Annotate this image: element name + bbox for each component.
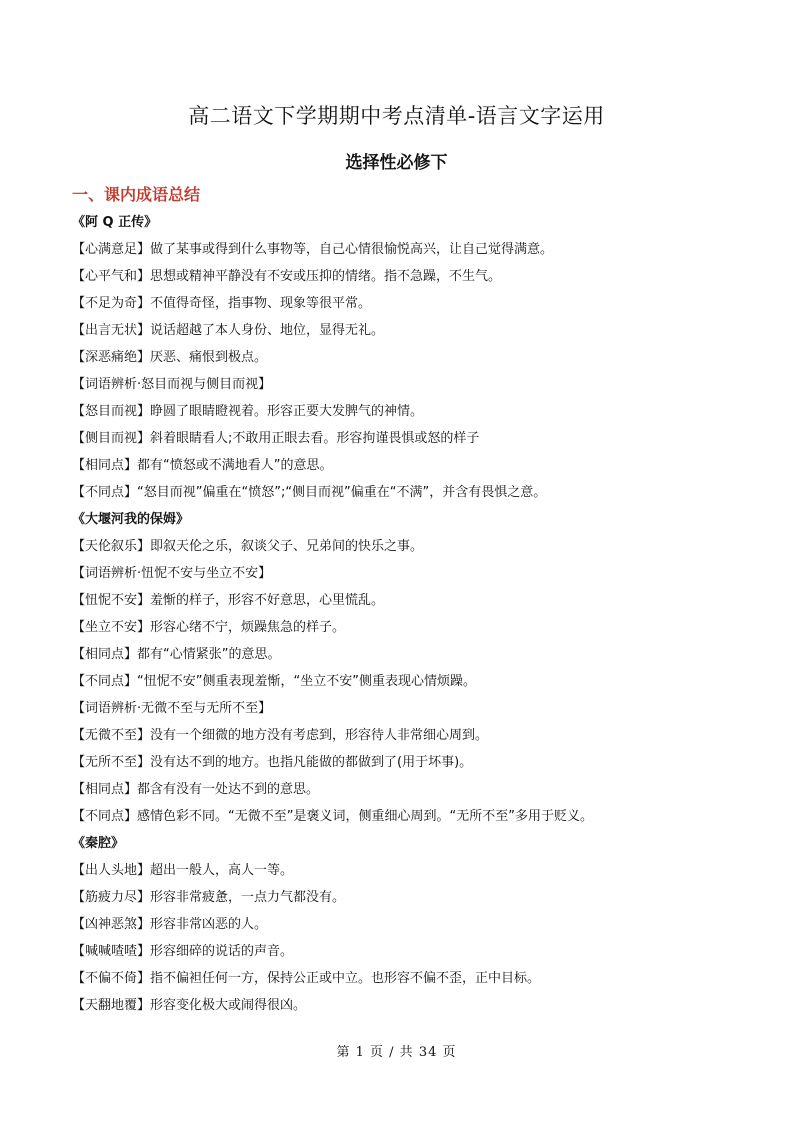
content-body xyxy=(72,183,722,1019)
idiom-entry: 【相同点】都有“愤怒或不满地看人”的意思。 xyxy=(72,458,333,473)
idiom-entry: 【喊喊喳喳】形容细碎的说话的声音。 xyxy=(72,944,294,959)
idiom-entry: 【不足为奇】不值得奇怪，指事物、现象等很平常。 xyxy=(72,296,372,311)
idiom-entry: 【不偏不倚】指不偏袒任何一方，保持公正或中立。也形容不偏不歪，正中目标。 xyxy=(72,971,541,986)
idiom-entry: 【词语辨析·无微不至与无所不至】 xyxy=(72,701,272,716)
book-title: 《秦腔》 xyxy=(72,836,125,851)
idiom-entry: 【天翻地覆】形容变化极大或闹得很凶。 xyxy=(72,998,307,1013)
idiom-list xyxy=(72,209,722,1019)
idiom-entry: 【凶神恶煞】形容非常凶恶的人。 xyxy=(72,917,268,932)
document-title: 高二语文下学期期中考点清单-语言文字运用 xyxy=(188,104,605,128)
idiom-entry: 【心满意足】做了某事或得到什么事物等，自己心情很愉悦高兴，让自己觉得满意。 xyxy=(72,242,554,257)
idiom-entry: 【怒目而视】睁圆了眼睛瞪视着。形容正要大发脾气的神情。 xyxy=(72,404,424,419)
idiom-entry: 【侧目而视】斜着眼睛看人;不敢用正眼去看。形容拘谨畏惧或怒的样子 xyxy=(72,431,480,446)
idiom-entry: 【坐立不安】形容心绪不宁，烦躁焦急的样子。 xyxy=(72,620,346,635)
book-title: 《阿 Q 正传》 xyxy=(72,215,158,230)
idiom-entry: 【不同点】“忸怩不安”侧重表现羞惭，“坐立不安”侧重表现心情烦躁。 xyxy=(72,674,476,689)
idiom-entry: 【不同点】感情色彩不同。“无微不至”是褒义词，侧重细心周到。“无所不至”多用于贬义。 xyxy=(72,809,593,824)
idiom-entry: 【词语辨析·忸怩不安与坐立不安】 xyxy=(72,566,272,581)
book-title: 《大堰河我的保姆》 xyxy=(72,512,190,527)
section-heading: 一、课内成语总结 xyxy=(72,185,201,204)
page-footer: 第 1 页 / 共 34 页 xyxy=(336,1045,457,1060)
idiom-entry: 【相同点】都含有没有一处达不到的意思。 xyxy=(72,782,320,797)
idiom-entry: 【词语辨析·怒目而视与侧目而视】 xyxy=(72,377,272,392)
idiom-entry: 【忸怩不安】羞惭的样子，形容不好意思，心里慌乱。 xyxy=(72,593,385,608)
idiom-entry: 【无微不至】没有一个细微的地方没有考虑到，形容待人非常细心周到。 xyxy=(72,728,489,743)
idiom-entry: 【无所不至】没有达不到的地方。也指凡能做的都做到了(用于坏事)。 xyxy=(72,755,473,770)
idiom-entry: 【不同点】“怒目而视”偏重在“愤怒”;“侧目而视”偏重在“不满”，并含有畏惧之意。 xyxy=(72,485,547,500)
idiom-entry: 【天伦叙乐】即叙天伦之乐，叙谈父子、兄弟间的快乐之事。 xyxy=(72,539,424,554)
idiom-entry: 【出言无状】说话超越了本人身份、地位，显得无礼。 xyxy=(72,323,385,338)
idiom-entry: 【出人头地】超出一般人，高人一等。 xyxy=(72,863,294,878)
idiom-entry: 【筋疲力尽】形容非常疲惫，一点力气都没有。 xyxy=(72,890,346,905)
idiom-entry: 【心平气和】思想或精神平静没有不安或压抑的情绪。指不急躁，不生气。 xyxy=(72,269,502,284)
document-subtitle: 选择性必修下 xyxy=(345,153,448,173)
idiom-entry: 【相同点】都有“心情紧张”的意思。 xyxy=(72,647,281,662)
idiom-entry: 【深恶痛绝】厌恶、痛恨到极点。 xyxy=(72,350,268,365)
